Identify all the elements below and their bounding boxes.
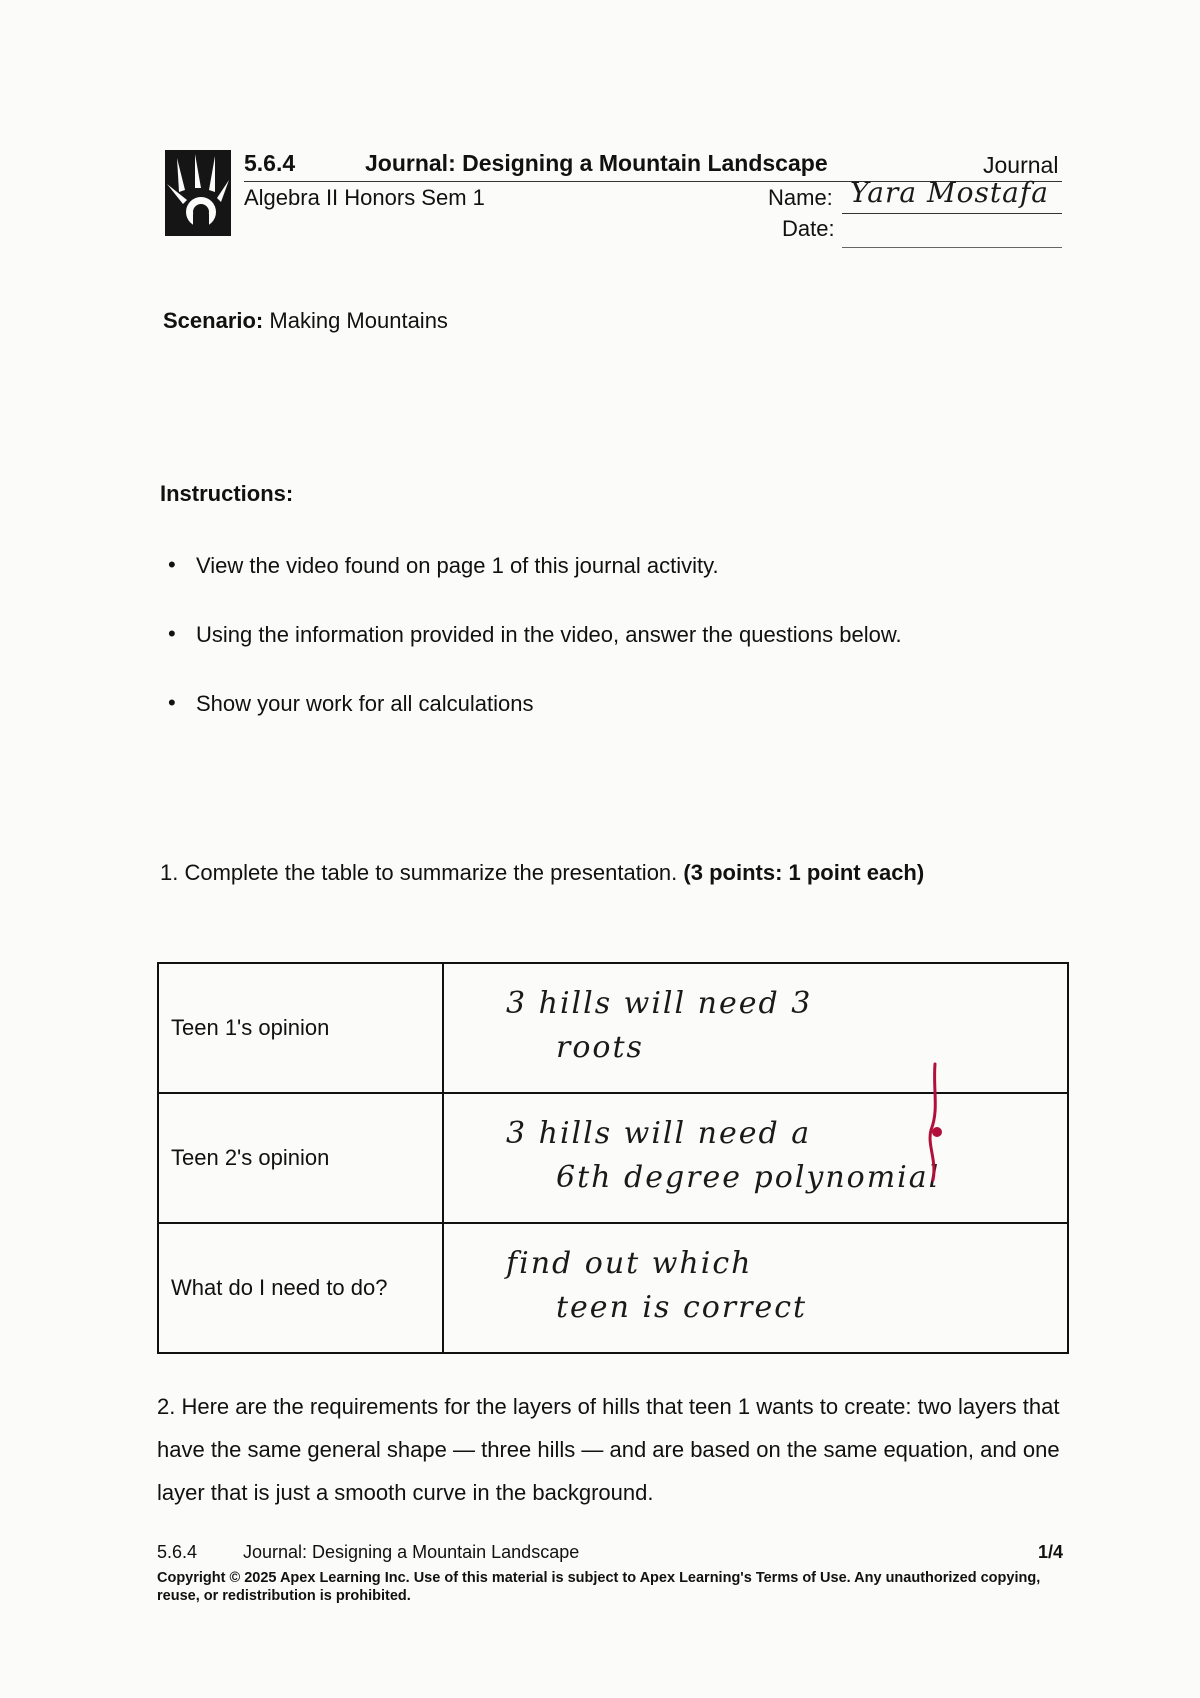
date-label: Date:: [782, 216, 835, 241]
name-label: Name:: [768, 185, 833, 210]
answer-cell[interactable]: [443, 963, 1068, 1093]
question-1-text: 1. Complete the table to summarize the presentation.: [160, 860, 678, 885]
answer-line-2: roots: [556, 1030, 644, 1065]
scenario-text: Making Mountains: [269, 308, 448, 333]
question-1-points: (3 points: 1 point each): [683, 860, 925, 885]
list-item: • Show your work for all calculations: [168, 691, 902, 760]
copyright-notice: Copyright © 2025 Apex Learning Inc. Use of this material is subject to Apex Learning's Terms of Use. Any unauthorized copying, reuse, or redistribution is prohibited.: [157, 1570, 1041, 1604]
header-code: 5.6.4: [244, 150, 296, 176]
question-2: 2. Here are the requirements for the layers of hills that teen 1 wants to create: two layers that have the same general shape — three hills — and are based on the same equation, and one layer that is just a smooth curve in the background.: [157, 1394, 1060, 1505]
answer-line-1: 3 hills will need a: [506, 1116, 812, 1151]
answer-line-2: 6th degree polynomial: [556, 1160, 941, 1195]
header-title: Journal: Designing a Mountain Landscape: [365, 150, 828, 176]
table-row: [158, 1223, 1068, 1353]
row-label: What do I need to do?: [158, 1223, 443, 1353]
answer-cell[interactable]: [443, 1223, 1068, 1353]
footer-title: Journal: Designing a Mountain Landscape: [243, 1542, 580, 1562]
name-field[interactable]: Yara Mostafa: [850, 176, 1049, 209]
summary-table: [157, 962, 1069, 1354]
list-item: • Using the information provided in the video, answer the questions below.: [168, 622, 902, 691]
scenario: [163, 308, 448, 334]
instructions-list: [168, 553, 902, 760]
header-type: Journal: [983, 152, 1059, 178]
course-name: Algebra II Honors Sem 1: [244, 185, 485, 210]
table-row: [158, 963, 1068, 1093]
apex-logo-icon: [165, 150, 231, 236]
row-label: Teen 2's opinion: [158, 1093, 443, 1223]
answer-line-1: 3 hills will need 3: [506, 986, 813, 1021]
table-row: [158, 1093, 1068, 1223]
question-1: [160, 860, 924, 886]
instructions-heading: Instructions:: [160, 481, 294, 506]
footer-code: 5.6.4: [157, 1542, 198, 1562]
row-label: Teen 1's opinion: [158, 963, 443, 1093]
name-line: [842, 213, 1062, 214]
date-field[interactable]: [842, 247, 1062, 248]
list-item: • View the video found on page 1 of this journal activity.: [168, 553, 902, 622]
scenario-label: Scenario:: [163, 308, 264, 333]
answer-cell[interactable]: [443, 1093, 1068, 1223]
answer-line-2: teen is correct: [556, 1290, 808, 1325]
answer-line-1: find out which: [506, 1246, 753, 1281]
page-number: 1/4: [1038, 1542, 1064, 1562]
